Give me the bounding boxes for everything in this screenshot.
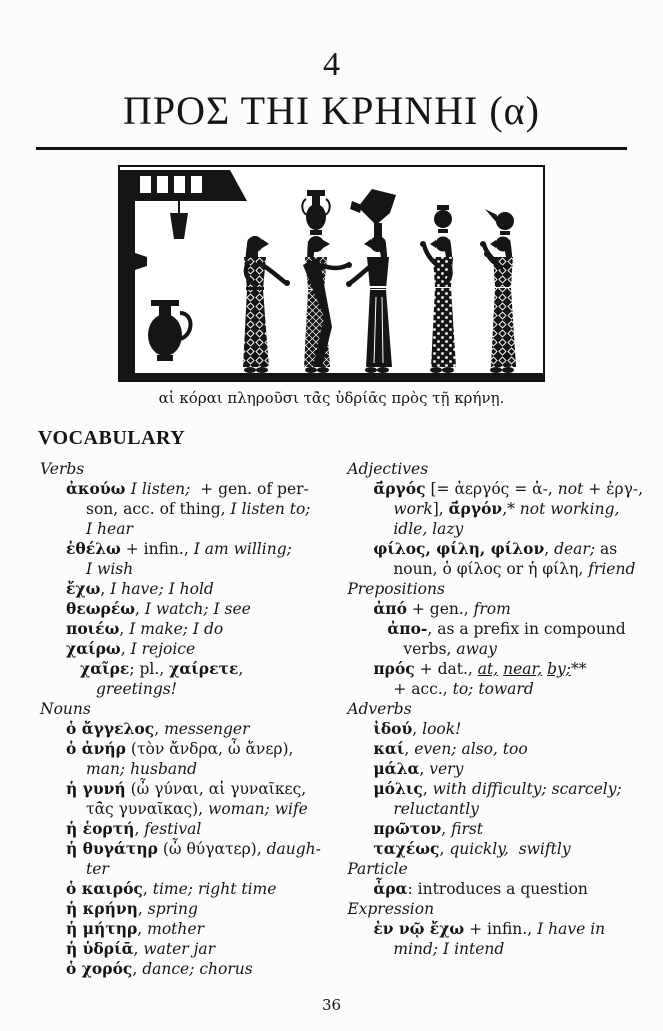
vocab-line: ἡ γυνή (ὦ γύναι, αἱ γυναῖκες, [66, 779, 307, 798]
vocab-line: ἀπό + gen., from [373, 599, 511, 618]
vocab-line: ἡ κρήνη, spring [66, 899, 198, 918]
ground-line [120, 373, 543, 380]
woman-figure [302, 190, 352, 373]
vocab-line: θεωρέω, I watch; I see [66, 599, 251, 618]
vocab-line: πρός + dat., at, near, by;** [373, 659, 587, 678]
vocab-line: ὁ ἀνήρ (τὸν ἄνδρα, ὦ ἄνερ), [66, 739, 294, 758]
vocab-line: greetings! [96, 680, 177, 698]
page-number: 36 [321, 996, 342, 1014]
vocab-line: man; husband [86, 760, 198, 778]
vocab-line: + acc., to; toward [393, 680, 534, 698]
vocab-line: I hear [86, 520, 133, 538]
woman-figure [480, 209, 516, 373]
vocab-section-header: Particle [347, 860, 408, 878]
vocab-section-header: Adjectives [347, 460, 429, 478]
vocabulary-columns [40, 459, 643, 979]
vocab-line: ἡ ὑδρίᾱ, water jar [66, 939, 216, 958]
vocab-line: mind; I intend [393, 940, 505, 958]
vocab-line: reluctantly [393, 800, 479, 818]
vocab-section-header: Expression [347, 900, 435, 918]
vocab-line: χαῖρε; pl., χαίρετε, [80, 659, 244, 678]
woman-figure [346, 189, 396, 373]
vocab-line: ἡ θυγάτηρ (ὦ θύγατερ), daugh- [66, 839, 321, 858]
vocabulary-heading: VOCABULARY [38, 427, 186, 449]
vocab-section-header: Adverbs [347, 700, 412, 718]
vocab-line: ter [86, 860, 109, 878]
vocab-line: ὁ ἄγγελος, messenger [66, 719, 250, 738]
vocab-line: ἡ ἑορτή, festival [66, 819, 202, 838]
vocab-line: idle, lazy [393, 520, 464, 538]
vocab-section-header: Nouns [40, 700, 91, 718]
vocab-line: ἡ μήτηρ, mother [66, 919, 204, 938]
vocab-line: μόλις, with difficulty; scarcely; [373, 779, 622, 798]
vocab-line: χαίρω, I rejoice [66, 639, 196, 658]
vocab-line: ἀπο-, as a prefix in compound [387, 619, 626, 638]
vocab-section-header: Prepositions [347, 580, 445, 598]
woman-figure [243, 236, 290, 373]
vocab-line: work], ᾱ̓ργόν,* not working, [393, 499, 620, 518]
vocab-line: φίλος, φίλη, φίλον, dear; as [373, 539, 618, 558]
vocab-line: son, acc. of thing, I listen to; [86, 500, 311, 518]
illustration-frame [118, 165, 545, 382]
vocab-line: ᾱ̓ργός [= ἀεργός = ἀ-, not + ἐργ-, [373, 479, 643, 498]
vocab-line: I wish [86, 560, 134, 578]
fountain-house [120, 170, 247, 380]
woman-figure [420, 205, 456, 373]
vocab-line: μάλα, very [373, 759, 464, 778]
vocab-line: πρῶτον, first [373, 819, 484, 838]
vocab-line: ἰδού, look! [373, 719, 462, 738]
vocab-line: ἔχω, I have; I hold [66, 579, 214, 598]
vocabulary-column-left [40, 459, 331, 979]
vocab-line: noun, ὁ φίλος or ἡ φίλη, friend [393, 560, 636, 578]
divider-rule [36, 147, 627, 150]
vocab-line: ὁ χορός, dance; chorus [66, 959, 253, 978]
vocab-line: ποιέω, I make; I do [66, 619, 224, 638]
vocab-line: verbs, away [403, 640, 497, 658]
fountain-scene-illustration [120, 167, 543, 380]
page-title: ΠΡΟΣ ΤΗΙ ΚΡΗΝΗΙ (α) [123, 88, 540, 133]
vocabulary-column-right [347, 459, 643, 979]
water-jar [148, 300, 191, 361]
vocab-line: ἆρα: introduces a question [373, 879, 588, 898]
vocab-line: ἐθέλω + infin., I am willing; [66, 539, 292, 558]
vocab-line: καί, even; also, too [373, 739, 528, 758]
vocab-section-header: Verbs [40, 460, 85, 478]
vocab-line: ἀκούω I listen; + gen. of per- [66, 479, 309, 498]
vocab-line: ταχέως, quickly, swiftly [373, 839, 571, 858]
vocab-line: ὁ καιρός, time; right time [66, 879, 277, 898]
vocab-line: τᾱ̀ς γυναῖκας), woman; wife [86, 800, 308, 818]
illustration-caption: αἱ κόραι πληροῦσι τᾱ̀ς ὑδρίᾱς πρὸς τῇ κρήνῃ. [158, 389, 505, 407]
chapter-number: 4 [323, 46, 340, 83]
vocab-line: ἐν νῷ ἔχω + infin., I have in [373, 919, 606, 938]
